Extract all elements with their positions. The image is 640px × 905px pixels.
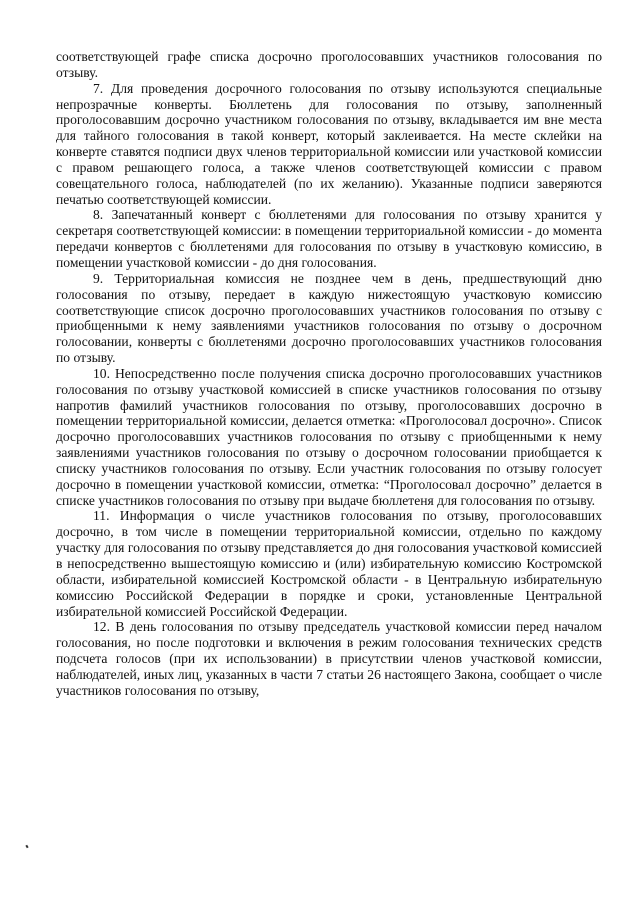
paragraph-12: 12. В день голосования по отзыву председатель участковой комиссии перед началом голосования, но после подготовки и включения в режим голосования технических средств подсчета голосов (при их использовании) в присутствии членов участковой комиссии, наблюдателей, иных лиц, указанных в части 7 статьи 26 настоящего Закона, сообщает о числе участников голосования по отзыву, xyxy=(56,619,602,698)
paragraph-11: 11. Информация о числе участников голосования по отзыву, проголосовавших досрочно, в том числе в помещении территориальной комиссии, отдельно по каждому участку для голосования по отзыву представляется до дня голосования участковой комиссией в непосредственно вышестоящую комиссию и (или) избирательную комиссию Костромской области, избирательной комиссией Костромской области - в Центральную избирательную комиссию Российской Федерации в порядке и сроки, установленные Центральной избирательной комиссией Российской Федерации. xyxy=(56,508,602,619)
scan-speck xyxy=(25,845,28,849)
paragraph-10: 10. Непосредственно после получения списка досрочно проголосовавших участников голосования по отзыву участковой комиссией в списке участников голосования по отзыву напротив фамилий участников голосования по отзыву, проголосовавших досрочно в помещении территориальной комиссии, делается отметка: «Проголосовал досрочно». Список досрочно проголосовавших участников голосования по отзыву с приобщенными к нему заявлениями участников голосования по отзыву о досрочном голосовании приобщается к списку участников голосования по отзыву. Если участник голосования по отзыву голосует досрочно в помещении участковой комиссии, отметка: “Проголосовал досрочно” делается в списке участников голосования по отзыву при выдаче бюллетеня для голосования по отзыву. xyxy=(56,365,602,508)
paragraph-9: 9. Территориальная комиссия не позднее чем в день, предшествующий дню голосования по отзыву, передает в каждую нижестоящую участковую комиссию соответствующие список досрочно проголосовавших участников голосования по отзыву с приобщенными к нему заявлениями участников голосования по отзыву о досрочном голосовании, конверты с бюллетенями досрочно проголосовавших участников голосования по отзыву. xyxy=(56,270,602,366)
paragraph-8: 8. Запечатанный конверт с бюллетенями для голосования по отзыву хранится у секретаря соответствующей комиссии: в помещении территориальной комиссии - до момента передачи конвертов с бюллетенями для голосования по отзыву в участковую комиссию, в помещении участковой комиссии - до дня голосования. xyxy=(56,207,602,270)
paragraph-7: 7. Для проведения досрочного голосования по отзыву используются специальные непрозрачные конверты. Бюллетень для голосования по отзыву, заполненный проголосовавшим досрочно участником голосования по отзыву, вкладывается им вне места для тайного голосования в такой конверт, который заклеивается. На месте склейки на конверте ставятся подписи двух членов территориальной комиссии или участковой комиссии с правом решающего голоса, а также членов соответствующей комиссии с правом совещательного голоса, наблюдателей (по их желанию). Указанные подписи заверяются печатью соответствующей комиссии. xyxy=(56,80,602,207)
document-page xyxy=(56,49,602,699)
paragraph-continuation: соответствующей графе списка досрочно проголосовавших участников голосования по отзыву. xyxy=(56,49,602,80)
